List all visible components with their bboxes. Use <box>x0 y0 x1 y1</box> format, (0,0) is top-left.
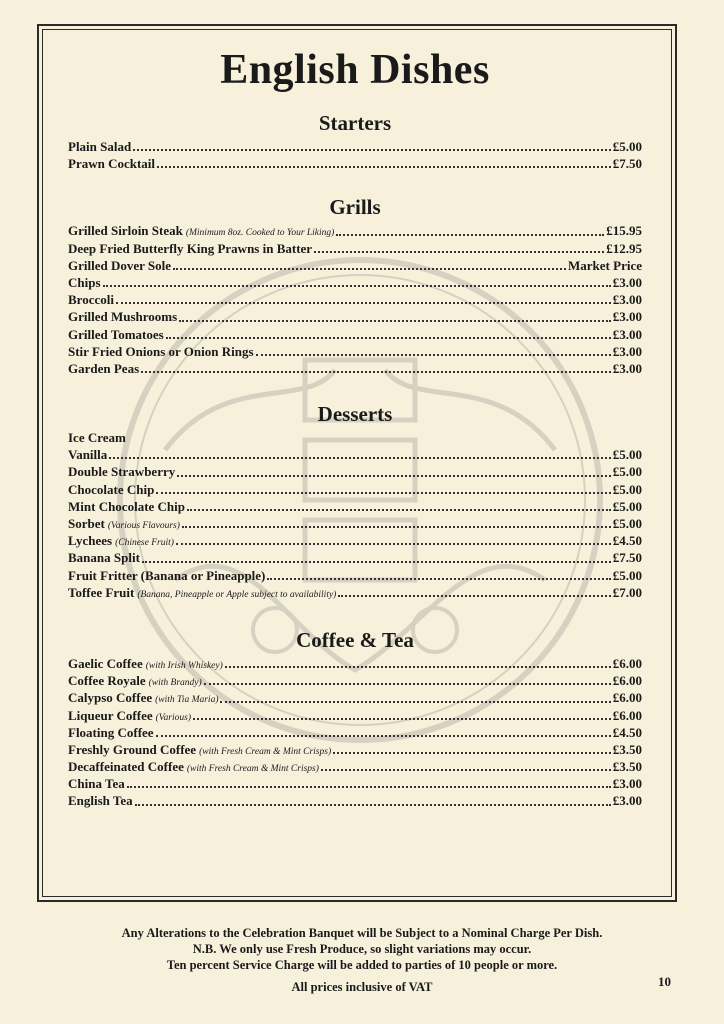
menu-item-row <box>68 655 642 672</box>
dot-leader <box>173 268 566 270</box>
dot-leader <box>141 371 611 373</box>
section-title-grills: Grills <box>329 195 381 220</box>
menu-item-row <box>68 463 642 480</box>
menu-item-price: £15.95 <box>606 223 642 239</box>
menu-item-price: £7.50 <box>612 550 642 566</box>
menu-item-row <box>68 446 642 463</box>
footer-notes <box>0 925 724 995</box>
dot-leader <box>156 735 611 737</box>
menu-item-price: £3.00 <box>612 776 642 792</box>
dot-leader <box>333 752 611 754</box>
menu-item-name: Sorbet <box>68 516 105 531</box>
menu-item-row <box>68 291 642 308</box>
dot-leader <box>204 683 611 685</box>
dot-leader <box>336 234 604 236</box>
menu-item-name: Chocolate Chip <box>68 481 155 497</box>
menu-item-name: Calypso Coffee <box>68 690 153 706</box>
menu-item-name: Liqueur Coffee <box>68 707 153 723</box>
menu-item-row <box>68 274 642 291</box>
menu-item-name: Vanilla <box>68 447 108 463</box>
menu-item-name: Grilled Mushrooms <box>68 309 178 325</box>
menu-item-name: Lychees <box>68 533 113 549</box>
menu-item-name: Double Strawberry <box>68 464 176 480</box>
menu-item-price: £7.00 <box>612 584 642 600</box>
page-title: English Dishes <box>220 47 490 93</box>
menu-item-note: (with Fresh Cream & Mint Crisps) <box>199 746 332 757</box>
menu-item-price: £5.00 <box>612 464 642 480</box>
section-title-coffee-tea: Coffee & Tea <box>296 627 414 652</box>
dot-leader <box>103 285 611 287</box>
section-title-starters: Starters <box>318 111 392 135</box>
dot-leader <box>157 166 611 168</box>
menu-item-row <box>68 792 642 809</box>
menu-item-price: Market Price <box>568 257 642 273</box>
dot-leader <box>182 526 611 528</box>
menu-item-price: £3.00 <box>612 292 642 308</box>
menu-item-price: £5.00 <box>612 481 642 497</box>
menu-item-row <box>68 360 642 377</box>
dot-leader <box>179 320 611 322</box>
menu-item-price: £3.50 <box>612 741 642 757</box>
menu-item-price: £5.00 <box>612 498 642 514</box>
menu-item-row <box>68 532 642 549</box>
footer-vat-note: All prices inclusive of VAT <box>291 980 433 994</box>
menu-item-price: £7.50 <box>612 156 642 172</box>
menu-item-name: Grilled Dover Sole <box>68 257 172 273</box>
menu-content <box>68 40 642 810</box>
menu-item-note: (Chinese Fruit) <box>115 538 174 549</box>
menu-item-name: Deep Fried Butterfly King Prawns in Batter <box>68 240 313 256</box>
menu-item-price: £6.00 <box>612 673 642 689</box>
menu-item-name: Gaelic Coffee <box>68 655 143 671</box>
menu-item-name: Floating Coffee <box>68 724 154 740</box>
dot-leader <box>166 337 611 339</box>
dot-leader <box>338 595 610 597</box>
menu-item-price: £5.00 <box>612 139 642 154</box>
menu-item-row <box>68 240 642 257</box>
dot-leader <box>176 543 611 545</box>
dot-leader <box>109 457 610 459</box>
menu-item-name: Coffee Royale <box>68 673 146 689</box>
menu-item-row <box>68 498 642 515</box>
menu-item-name: Toffee Fruit <box>68 584 135 600</box>
menu-item-name: Decaffeinated Coffee <box>68 759 184 775</box>
menu-item-price: £12.95 <box>606 240 642 256</box>
menu-item-price: £5.00 <box>612 567 642 583</box>
menu-item-note: (Minimum 8oz. Cooked to Your Liking) <box>185 228 335 239</box>
footer-line-produce: N.B. We only use Fresh Produce, so slight variations may occur. <box>192 942 532 956</box>
menu-item-row <box>68 155 642 172</box>
menu-item-price: £6.00 <box>612 690 642 706</box>
desserts-list <box>68 446 642 601</box>
dot-leader <box>314 251 604 253</box>
menu-item-price: £3.50 <box>612 759 642 775</box>
menu-item-name: Plain Salad <box>68 139 132 154</box>
dot-leader <box>193 718 611 720</box>
menu-item-name: Freshly Ground Coffee <box>68 741 197 757</box>
page-number: 10 <box>658 974 671 989</box>
menu-item-row <box>68 724 642 741</box>
menu-item-name: English Tea <box>68 793 133 809</box>
coffee-tea-list <box>68 655 642 810</box>
dot-leader <box>127 786 611 788</box>
menu-item-name: Prawn Cocktail <box>68 156 156 172</box>
dot-leader <box>156 492 610 494</box>
dot-leader <box>177 475 611 477</box>
menu-item-row <box>68 741 642 758</box>
menu-item-row <box>68 326 642 343</box>
menu-item-price: £5.00 <box>612 447 642 463</box>
menu-item-price: £4.50 <box>612 533 642 549</box>
menu-item-row <box>68 257 642 274</box>
menu-item-note: (with Fresh Cream & Mint Crisps) <box>186 764 319 775</box>
menu-item-price: £6.00 <box>612 707 642 723</box>
dot-leader <box>133 149 611 151</box>
menu-item-row <box>68 308 642 325</box>
menu-item-note: (Various) <box>155 712 191 723</box>
dot-leader <box>187 509 611 511</box>
menu-item-price: £3.00 <box>612 343 642 359</box>
menu-item-name: Broccoli <box>68 292 114 308</box>
menu-item-note: (with Brandy) <box>148 678 202 689</box>
menu-item-name: Stir Fried Onions or Onion Rings <box>68 343 254 359</box>
menu-item-note: (Banana, Pineapple or Apple subject to availability) <box>137 589 337 600</box>
menu-item-name: Chips <box>68 274 101 290</box>
menu-item-price: £3.00 <box>612 309 642 325</box>
menu-item-note: (with Tia Maria) <box>155 695 219 706</box>
menu-item-name: China Tea <box>68 776 125 792</box>
menu-item-price: £5.00 <box>612 516 642 531</box>
menu-item-row <box>68 758 642 775</box>
dot-leader <box>267 578 610 580</box>
menu-item-note: (Various Flavours) <box>107 521 180 531</box>
menu-item-price: £3.00 <box>612 793 642 809</box>
menu-item-price: £3.00 <box>612 360 642 376</box>
menu-item-row <box>68 138 642 155</box>
dot-leader <box>225 666 611 668</box>
menu-item-name: Mint Chocolate Chip <box>68 498 185 514</box>
grills-list <box>68 222 642 377</box>
dot-leader <box>256 354 611 356</box>
footer-line-alterations: Any Alterations to the Celebration Banquet will be Subject to a Nominal Charge Per Dish. <box>121 926 603 940</box>
menu-item-row <box>68 567 642 584</box>
menu-item-row <box>68 481 642 498</box>
menu-item-name: Garden Peas <box>68 360 140 376</box>
dot-leader <box>142 561 611 563</box>
dot-leader <box>135 804 611 806</box>
starters-list <box>68 138 642 172</box>
ice-cream-subheading: Ice Cream <box>68 430 126 446</box>
menu-item-name: Grilled Tomatoes <box>68 326 164 342</box>
menu-item-name: Banana Split <box>68 550 140 566</box>
footer-line-service-charge: Ten percent Service Charge will be added to parties of 10 people or more. <box>166 958 558 972</box>
menu-item-name: Fruit Fritter (Banana or Pineapple) <box>68 567 266 583</box>
menu-item-price: £3.00 <box>612 326 642 342</box>
menu-item-row <box>68 775 642 792</box>
dot-leader <box>321 769 611 771</box>
menu-item-note: (with Irish Whiskey) <box>145 660 223 671</box>
menu-item-price: £6.00 <box>612 655 642 671</box>
dot-leader <box>116 302 611 304</box>
menu-item-row <box>68 343 642 360</box>
menu-item-row <box>68 222 642 239</box>
menu-item-row <box>68 584 642 601</box>
menu-item-price: £4.50 <box>612 724 642 740</box>
menu-item-row <box>68 515 642 532</box>
menu-item-name: Grilled Sirloin Steak <box>68 223 183 239</box>
dot-leader <box>220 701 610 703</box>
menu-item-price: £3.00 <box>612 274 642 290</box>
menu-item-row <box>68 672 642 689</box>
menu-item-row <box>68 707 642 724</box>
section-title-desserts: Desserts <box>317 402 393 427</box>
